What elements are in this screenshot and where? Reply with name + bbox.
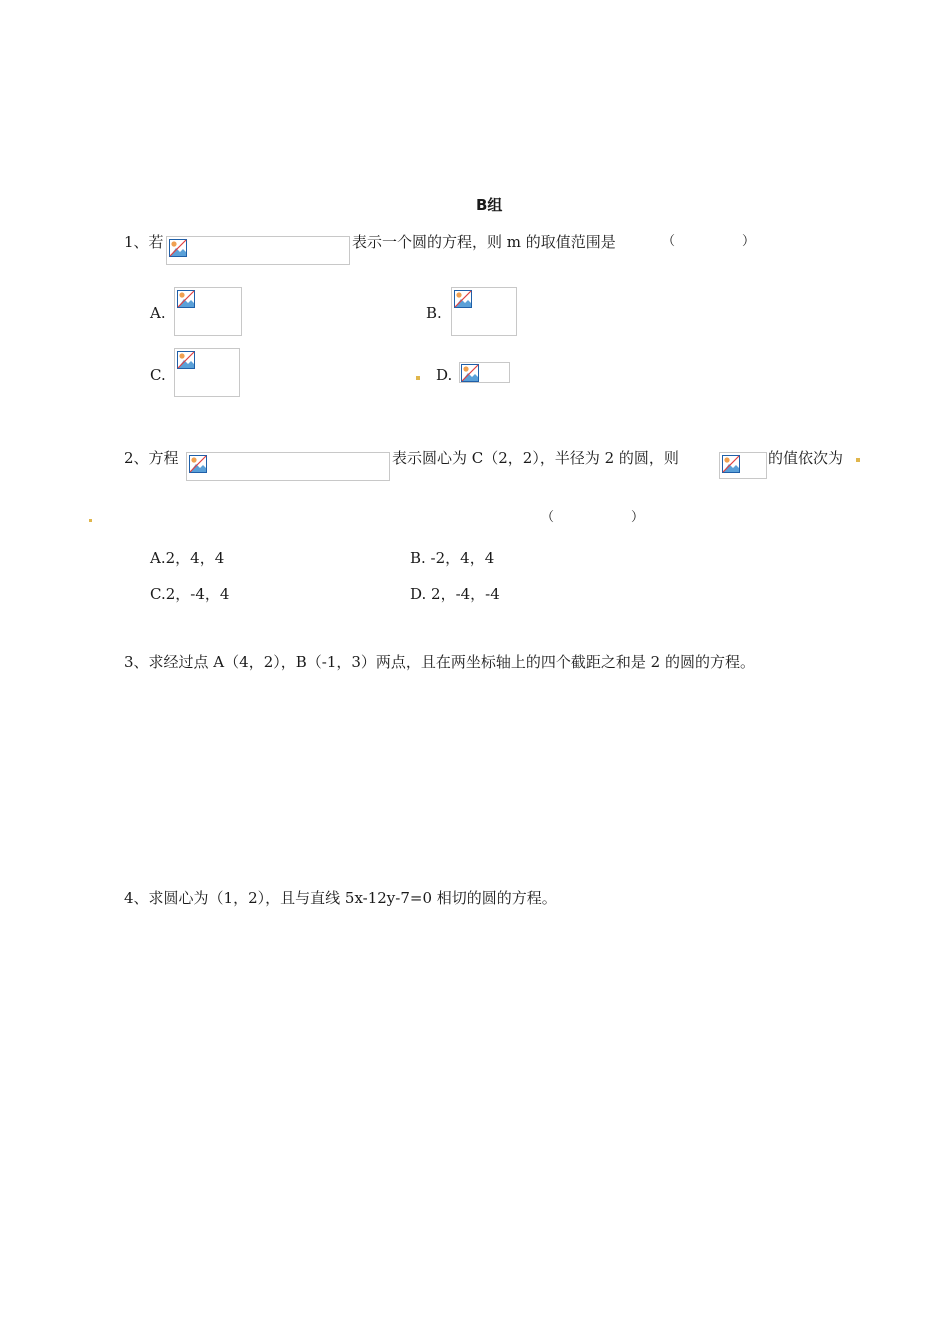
section-title: B组 — [476, 196, 503, 214]
q1-option-a-image — [174, 287, 242, 336]
broken-image-icon — [722, 455, 740, 473]
broken-image-icon — [177, 351, 195, 369]
q2-prefix: 2、方程 — [124, 449, 179, 467]
q1-option-a-label: A. — [150, 304, 166, 322]
q2-paren-open: （ — [541, 510, 555, 525]
q1-option-c-label: C. — [150, 366, 166, 384]
broken-image-icon — [189, 455, 207, 473]
q2-suffix: 的值依次为 — [768, 449, 844, 467]
q1-option-c-image — [174, 348, 240, 397]
q1-paren-close: ） — [742, 234, 756, 249]
q2-option-d: D. 2，-4，-4 — [410, 585, 500, 603]
q2-option-b: B. -2，4，4 — [410, 549, 495, 567]
broken-image-icon — [454, 290, 472, 308]
q2-equation-image — [186, 452, 390, 481]
q2-option-a: A.2，4，4 — [150, 549, 225, 567]
decorative-dot — [416, 376, 420, 380]
q2-paren-close: ） — [631, 510, 645, 525]
q1-option-d-image — [459, 362, 510, 383]
q1-option-b-label: B. — [426, 304, 442, 322]
broken-image-icon — [461, 364, 479, 382]
broken-image-icon — [169, 239, 187, 257]
q2-option-c: C.2，-4，4 — [150, 585, 230, 603]
q3-text: 3、求经过点 A（4，2），B（-1，3）两点，且在两坐标轴上的四个截距之和是 2 的圆的方程。 — [124, 653, 755, 671]
q1-paren-open: （ — [662, 234, 676, 249]
q2-variables-image — [719, 452, 767, 479]
q1-prefix: 1、若 — [124, 233, 164, 251]
q1-option-d-label: D. — [436, 366, 453, 384]
decorative-dot — [89, 519, 92, 522]
q2-middle: 表示圆心为 C（2，2），半径为 2 的圆，则 — [392, 449, 679, 467]
decorative-dot — [856, 458, 860, 462]
q1-equation-image — [166, 236, 350, 265]
broken-image-icon — [177, 290, 195, 308]
q1-option-b-image — [451, 287, 517, 336]
q4-text: 4、求圆心为（1，2），且与直线 5x-12y-7=0 相切的圆的方程。 — [124, 889, 557, 907]
q1-suffix: 表示一个圆的方程，则 m 的取值范围是 — [352, 233, 616, 251]
